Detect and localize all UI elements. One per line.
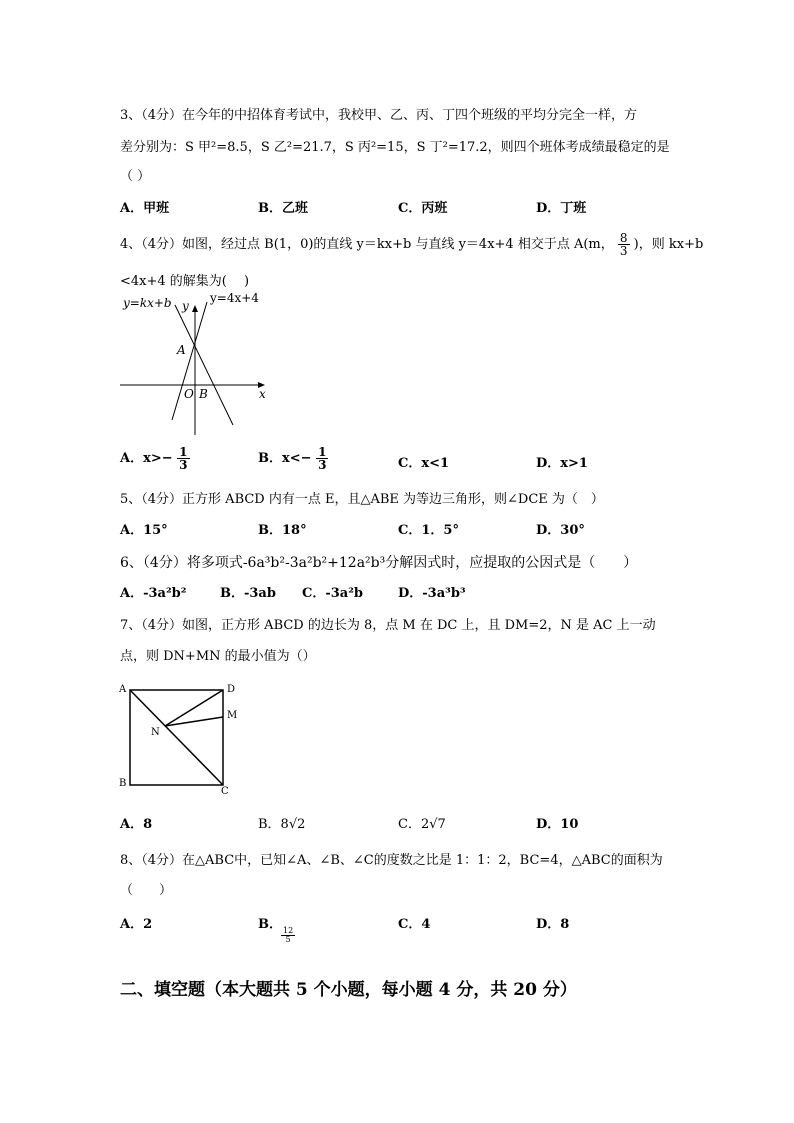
- q7-line2: 点，则 DN+MN 的最小值为（）: [120, 649, 316, 664]
- section2-heading: 二、填空题（本大题共 5 个小题，每小题 4 分，共 20 分）: [120, 980, 577, 1000]
- q4-option-a-frac: [177, 446, 189, 471]
- q4-line1: [120, 232, 703, 257]
- q3-line3: （ ）: [120, 169, 151, 184]
- q5-option-a[interactable]: A．15°: [120, 523, 168, 538]
- q6-option-c[interactable]: C．-3a²b: [302, 586, 363, 601]
- q7-option-b[interactable]: B．8√2: [258, 817, 306, 832]
- q7-line1: 7、（4分）如图，正方形 ABCD 的边长为 8，点 M 在 DC 上，且 DM=2，N 是 AC 上一动: [120, 618, 656, 633]
- q3-option-c[interactable]: C．丙班: [398, 201, 448, 216]
- q4-label-y: y: [182, 299, 189, 313]
- q4-option-a-num: 1: [179, 445, 188, 459]
- q7-option-d[interactable]: D．10: [536, 817, 579, 832]
- q7-option-a[interactable]: A．8: [120, 817, 153, 832]
- q3-line2: 差分别为：S 甲²=8.5，S 乙²=21.7，S 丙²=15，S 丁²=17.2，则四个班体考成绩最稳定的是: [120, 140, 670, 155]
- q4-option-b-den: 3: [318, 458, 327, 472]
- q7-segment-dn: [165, 690, 223, 726]
- q8-option-b-frac: [281, 927, 295, 944]
- q7-figure: [115, 680, 245, 798]
- q8-option-b-den: 5: [285, 935, 291, 944]
- q4-y-arrow-icon: [192, 305, 198, 312]
- q8-option-c[interactable]: C．4: [398, 917, 431, 932]
- q4-option-a[interactable]: [120, 446, 190, 471]
- q7-label-m: M: [227, 710, 238, 721]
- q5-option-b[interactable]: B．18°: [258, 523, 307, 538]
- q4-option-a-text: A．x>−: [120, 451, 173, 466]
- q4-option-d[interactable]: D．x>1: [536, 456, 588, 471]
- q7-label-c: C: [221, 786, 229, 797]
- q3-option-b[interactable]: B．乙班: [258, 201, 308, 216]
- q3-option-d[interactable]: D．丁班: [536, 201, 587, 216]
- q4-label-line1: y=kx+b: [123, 296, 172, 310]
- q8-option-b-text: B．: [258, 917, 282, 932]
- q4-option-c[interactable]: C．x<1: [398, 456, 450, 471]
- q4-line-kxb: [175, 305, 233, 425]
- q4-frac-num: 8: [619, 231, 628, 245]
- q7-label-n: N: [151, 727, 160, 738]
- q5-line1: 5、（4分）正方形 ABCD 内有一点 E，且△ABE 为等边三角形，则∠DCE 为（ ）: [120, 492, 604, 507]
- q4-label-a: A: [177, 343, 186, 357]
- q5-option-c[interactable]: C．1．5°: [398, 523, 459, 538]
- q6-option-a[interactable]: A．-3a²b²: [120, 586, 187, 601]
- q4-label-x: x: [259, 387, 266, 401]
- q8-option-b[interactable]: [258, 913, 282, 932]
- q4-option-b-frac: [316, 446, 328, 471]
- q4-option-b-num: 1: [318, 445, 327, 459]
- q7-segment-mn: [165, 717, 223, 726]
- q4-option-a-den: 3: [179, 458, 188, 472]
- q8-option-d[interactable]: D．8: [536, 917, 570, 932]
- q8-line2: （ ）: [120, 883, 173, 898]
- q7-label-d: D: [227, 684, 236, 695]
- q7-label-b: B: [119, 778, 127, 789]
- q3-line1: 3、（4分）在今年的中招体育考试中，我校甲、乙、丙、丁四个班级的平均分完全一样，方: [120, 108, 638, 123]
- q6-option-b[interactable]: B．-3ab: [220, 586, 276, 601]
- q8-option-b-num: 12: [283, 926, 294, 935]
- q4-graph: [115, 290, 275, 440]
- q4-line1-a: 4、（4分）如图，经过点 B(1，0)的直线 y＝kx+b 与直线 y＝4x+4 相交于点 A(m，: [120, 237, 614, 252]
- q4-line1-b: )，则 kx+b: [633, 237, 704, 252]
- q4-frac-den: 3: [619, 244, 628, 258]
- q7-label-a: A: [119, 684, 127, 695]
- q8-option-a[interactable]: A．2: [120, 917, 153, 932]
- q6-option-d[interactable]: D．-3a³b³: [398, 586, 466, 601]
- q4-option-b[interactable]: [258, 446, 328, 471]
- q4-label-o: O: [184, 387, 194, 401]
- q4-option-b-text: B．x<−: [258, 451, 312, 466]
- q7-diagonal-ac: [130, 690, 223, 785]
- q4-label-b: B: [199, 387, 208, 401]
- q7-option-c[interactable]: C．2√7: [398, 817, 446, 832]
- q4-label-line2: y=4x+4: [210, 291, 259, 305]
- q6-line1: 6、（4分）将多项式-6a³b²-3a²b²+12a²b³分解因式时，应提取的公因式是（ ）: [120, 555, 638, 571]
- q4-line2: <4x+4 的解集为( ): [120, 274, 250, 289]
- q3-option-a[interactable]: A．甲班: [120, 201, 170, 216]
- q4-fraction-m: [618, 232, 630, 257]
- q5-option-d[interactable]: D．30°: [536, 523, 585, 538]
- q8-line1: 8、（4分）在△ABC中，已知∠A、∠B、∠C的度数之比是 1：1：2，BC=4，△ABC的面积为: [120, 853, 663, 868]
